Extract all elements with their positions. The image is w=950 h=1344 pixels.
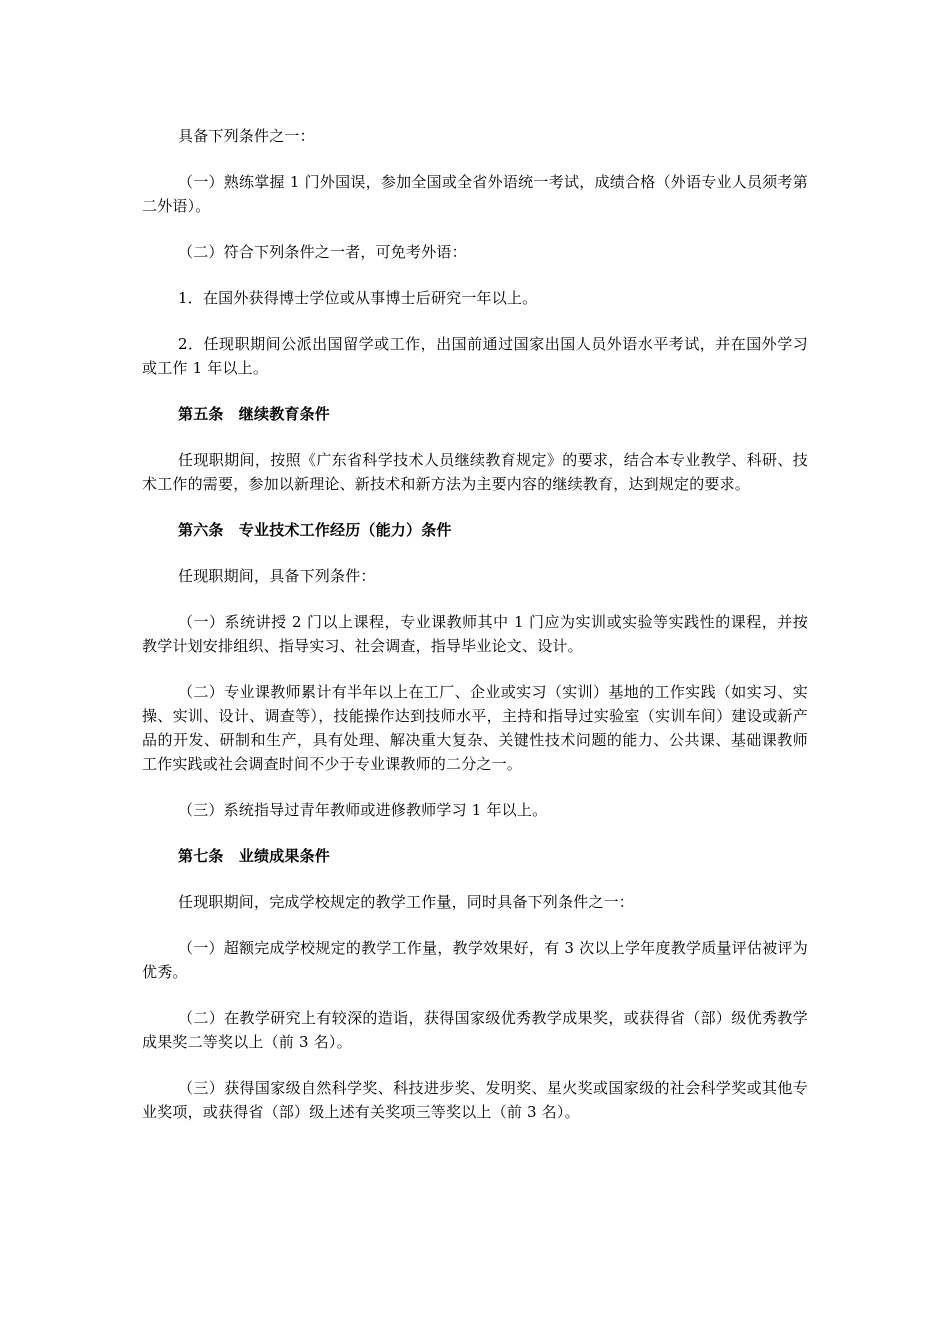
heading-article-5: 第五条 继续教育条件 xyxy=(178,405,331,423)
heading-article-6: 第六条 专业技术工作经历（能力）条件 xyxy=(178,521,452,539)
paragraph-conditions-intro: 具备下列条件之一： xyxy=(178,127,315,145)
paragraph-achievement-1: （一）超额完成学校规定的教学工作量，教学效果好，有 3 次以上学年度教学质量评估被评为优秀。 xyxy=(142,939,808,981)
paragraph-exemption-1: 1．在国外获得博士学位或从事博士后研究一年以上。 xyxy=(178,289,538,307)
paragraph-experience-intro: 任现职期间，具备下列条件： xyxy=(178,567,376,585)
paragraph-exemption-2: 2．任现职期间公派出国留学或工作，出国前通过国家出国人员外语水平考试，并在国外学习或工作 1 年以上。 xyxy=(142,335,808,377)
paragraph-experience-3: （三）系统指导过青年教师或进修教师学习 1 年以上。 xyxy=(178,801,548,819)
paragraph-exemption-intro: （二）符合下列条件之一者，可免考外语： xyxy=(178,243,467,261)
paragraph-experience-1: （一）系统讲授 2 门以上课程，专业课教师其中 1 门应为实训或实验等实践性的课程，并按教学计划安排组织、指导实习、社会调查，指导毕业论文、设计。 xyxy=(142,613,808,655)
document-body xyxy=(142,124,808,1124)
paragraph-foreign-language-exam: （一）熟练掌握 1 门外国误，参加全国或全省外语统一考试，成绩合格（外语专业人员须考第二外语）。 xyxy=(142,173,808,215)
paragraph-achievement-intro: 任现职期间，完成学校规定的教学工作量，同时具备下列条件之一： xyxy=(178,893,635,911)
heading-article-7: 第七条 业绩成果条件 xyxy=(178,847,331,865)
paragraph-achievement-2: （二）在教学研究上有较深的造诣，获得国家级优秀教学成果奖，或获得省（部）级优秀教学成果奖二等奖以上（前 3 名）。 xyxy=(142,1009,808,1051)
paragraph-continuing-education: 任现职期间，按照《广东省科学技术人员继续教育规定》的要求，结合本专业教学、科研、技术工作的需要，参加以新理论、新技术和新方法为主要内容的继续教育，达到规定的要求。 xyxy=(142,451,808,493)
paragraph-experience-2: （二）专业课教师累计有半年以上在工厂、企业或实习（实训）基地的工作实践（如实习、实操、实训、设计、调查等），技能操作达到技师水平，主持和指导过实验室（实训车间）建设或新产品的开发、研制和生产，具有处理、解决重大复杂、关键性技术问题的能力、公共课、基础课教师工作实践或社会调查时间不少于专业课教师的二分之一。 xyxy=(142,683,808,773)
paragraph-achievement-3: （三）获得国家级自然科学奖、科技进步奖、发明奖、星火奖或国家级的社会科学奖或其他专业奖项，或获得省（部）级上述有关奖项三等奖以上（前 3 名）。 xyxy=(142,1079,808,1121)
